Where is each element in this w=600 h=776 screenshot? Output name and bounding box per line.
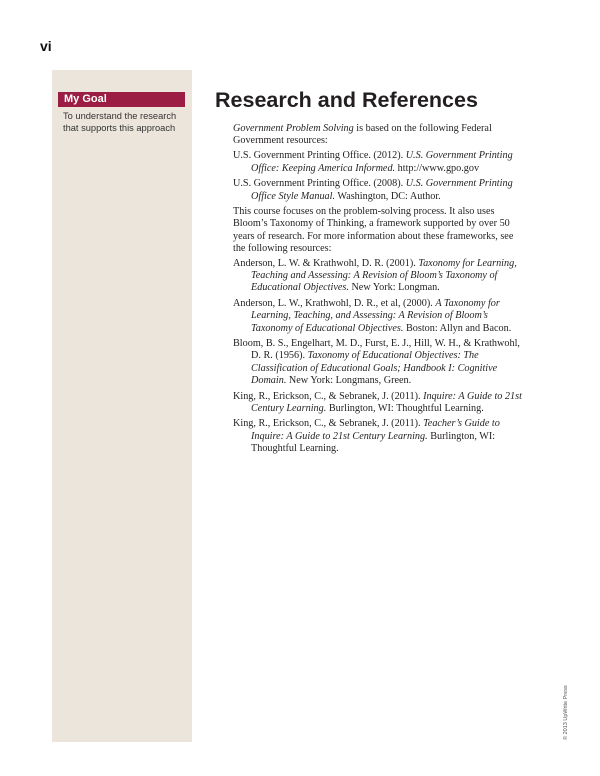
goal-heading: My Goal xyxy=(58,92,185,107)
reference-authors: U.S. Government Printing Office. (2012). xyxy=(233,150,406,162)
course-paragraph: This course focuses on the problem-solving process. It also uses Bloom’s Taxonomy of Thinking, a framework supported by over 50 years of research. For more information about these frameworks, see the following resources: xyxy=(233,206,514,254)
reference-publisher: Boston: Allyn and Bacon. xyxy=(403,322,512,334)
federal-reference-list xyxy=(233,150,528,202)
reference-item xyxy=(233,338,528,387)
reference-title: A Taxonomy for Learning, Teaching, and Assessing: A Revision of Bloom’s Taxonomy of Educational Objectives. xyxy=(251,298,500,334)
reference-authors: King, R., Erickson, C., & Sebranek, J. (2011). xyxy=(233,390,424,402)
reference-title: U.S. Government Printing Office: Keeping America Informed. xyxy=(251,150,513,174)
reference-item xyxy=(233,298,528,335)
reference-publisher: New York: Longman. xyxy=(348,282,440,294)
page-title: Research and References xyxy=(215,88,478,112)
reference-publisher: Washington, DC: Author. xyxy=(335,190,441,202)
reference-title: Inquire: A Guide to 21st Century Learning. xyxy=(251,390,522,414)
intro-rest: is based on the following Federal Government resources: xyxy=(233,123,492,147)
page-number: vi xyxy=(40,38,52,54)
reference-publisher: New York: Longmans, Green. xyxy=(286,374,412,386)
reference-title: Teacher’s Guide to Inquire: A Guide to 21st Century Learning. xyxy=(251,418,500,442)
reference-authors: Anderson, L. W. & Krathwohl, D. R. (2001). xyxy=(233,258,419,270)
reference-authors: Bloom, B. S., Engelhart, M. D., Furst, E. J., Hill, W. H., & Krathwohl, D. R. (1956). xyxy=(233,338,520,362)
reference-title: U.S. Government Printing Office Style Manual. xyxy=(251,178,513,202)
reference-publisher: Burlington, WI: Thoughtful Learning. xyxy=(326,402,484,414)
reference-item xyxy=(233,258,528,295)
reference-publisher: Burlington, WI: Thoughtful Learning. xyxy=(251,430,496,454)
main-content xyxy=(233,123,528,459)
reference-item xyxy=(233,150,528,174)
reference-item xyxy=(233,391,528,415)
reference-item xyxy=(233,418,528,455)
research-reference-list xyxy=(233,258,528,455)
sidebar-panel xyxy=(52,70,192,742)
reference-title: Taxonomy for Learning, Teaching and Assessing: A Revision of Bloom’s Taxonomy of Educational Objectives. xyxy=(251,258,517,294)
reference-authors: Anderson, L. W., Krathwohl, D. R., et al, (2000). xyxy=(233,298,436,310)
copyright-notice: © 2013 UpWrite Press xyxy=(563,685,569,740)
reference-authors: U.S. Government Printing Office. (2008). xyxy=(233,178,406,190)
intro-title-italic: Government Problem Solving xyxy=(233,123,354,134)
reference-publisher: http://www.gpo.gov xyxy=(395,162,480,174)
goal-text: To understand the research that supports this approach xyxy=(63,111,177,133)
intro-paragraph xyxy=(233,123,528,147)
reference-title: Taxonomy of Educational Objectives: The Classification of Educational Goals; Handbook I: Cognitive Domain. xyxy=(251,350,498,386)
reference-authors: King, R., Erickson, C., & Sebranek, J. (2011). xyxy=(233,418,424,430)
reference-item xyxy=(233,178,528,202)
